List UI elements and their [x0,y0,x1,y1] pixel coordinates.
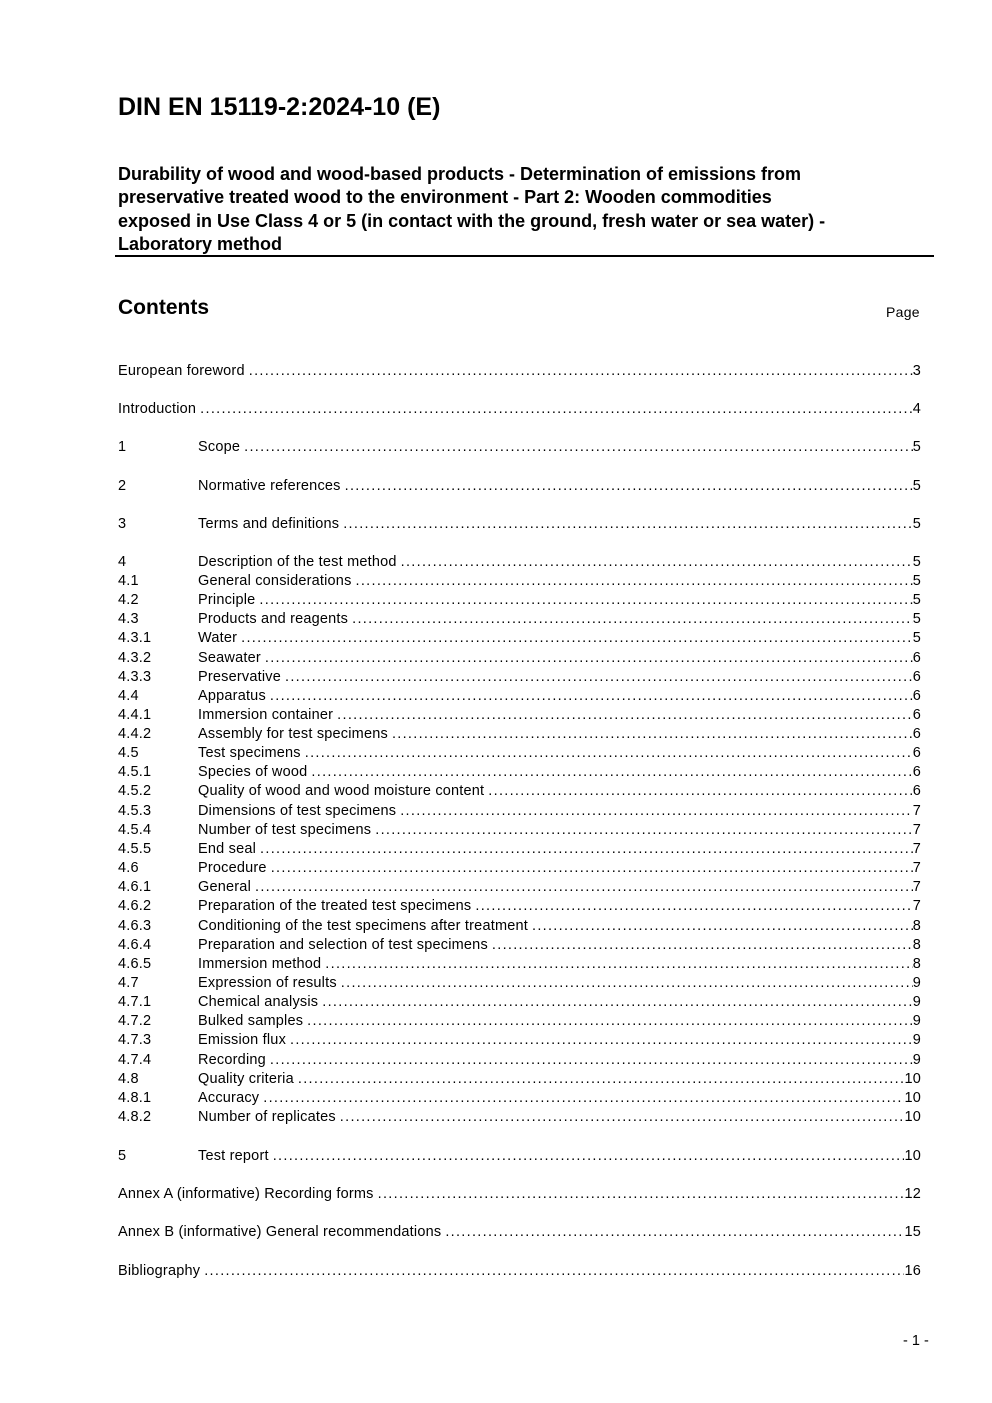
toc-entry[interactable] [118,1185,921,1204]
toc-entry-number: 4.8.2 [118,1109,152,1125]
toc-entry-number: 1 [118,439,127,455]
toc-entry-title: Description of the test method [198,554,397,570]
toc-entry-page: 5 [912,439,921,455]
toc-entry-number: 4.5.1 [118,764,152,780]
toc-entry-title: Preparation and selection of test specimens [198,937,488,953]
toc-leader-dots [311,763,912,782]
toc-entry-title: General considerations [198,573,352,589]
toc-entry[interactable] [118,763,921,782]
toc-entry[interactable] [118,878,921,897]
toc-leader-dots [200,400,913,419]
toc-leader-dots [341,974,913,993]
toc-entry-page: 10 [904,1071,921,1087]
toc-leader-dots [271,859,913,878]
document-title-line: Laboratory method [118,233,283,254]
toc-leader-dots [290,1031,913,1050]
toc-entry-page: 7 [912,822,921,838]
toc-entry-page: 16 [904,1263,921,1279]
toc-entry-page: 15 [904,1224,921,1240]
toc-entry-number: 4.6.4 [118,937,152,953]
toc-entry-title: Assembly for test specimens [198,726,388,742]
toc-entry[interactable] [118,802,921,821]
toc-entry[interactable] [118,515,921,534]
toc-entry-number: 2 [118,478,127,494]
toc-entry-number: 4.6.2 [118,898,152,914]
toc-entry-number: 4.3.3 [118,669,152,685]
toc-entry-title: Recording [198,1052,266,1068]
toc-entry-title: Annex B (informative) General recommendations [118,1224,442,1240]
toc-entry-number: 4.8 [118,1071,139,1087]
toc-entry-number: 4.2 [118,592,139,608]
toc-leader-dots [375,821,913,840]
toc-entry[interactable] [118,438,921,457]
toc-entry[interactable] [118,572,921,591]
toc-entry-number: 4.6.3 [118,918,152,934]
toc-entry-title: Test report [198,1148,269,1164]
toc-entry-page: 8 [912,956,921,972]
toc-entry-page: 9 [912,1032,921,1048]
toc-leader-dots [204,1262,904,1281]
toc-leader-dots [401,553,913,572]
toc-entry-page: 6 [912,726,921,742]
toc-leader-dots [475,897,912,916]
toc-entry-page: 5 [912,630,921,646]
toc-leader-dots [337,706,913,725]
toc-entry-page: 12 [904,1186,921,1202]
toc-leader-dots [260,840,913,859]
toc-leader-dots [322,993,912,1012]
toc-leader-dots [244,438,913,457]
toc-entry-number: 4.5.3 [118,803,152,819]
toc-entry-page: 6 [912,707,921,723]
toc-entry-number: 4.4.1 [118,707,152,723]
toc-leader-dots [400,802,913,821]
toc-entry-title: Principle [198,592,256,608]
toc-entry-title: Normative references [198,478,341,494]
toc-leader-dots [343,515,913,534]
toc-entry[interactable] [118,1223,921,1242]
toc-leader-dots [488,782,912,801]
toc-entry-page: 6 [912,745,921,761]
toc-entry-title: Water [198,630,238,646]
toc-entry[interactable] [118,1031,921,1050]
toc-entry-number: 4.8.1 [118,1090,152,1106]
toc-entry-title: Emission flux [198,1032,287,1048]
toc-entry[interactable] [118,668,921,687]
toc-leader-dots [255,878,913,897]
toc-entry-title: Bulked samples [198,1013,304,1029]
toc-entry[interactable] [118,400,921,419]
toc-leader-dots [356,572,913,591]
toc-entry-page: 5 [912,516,921,532]
toc-leader-dots [249,362,913,381]
toc-leader-dots [445,1223,904,1242]
toc-entry[interactable] [118,1108,921,1127]
toc-leader-dots [270,1051,913,1070]
toc-entry[interactable] [118,687,921,706]
toc-entry[interactable] [118,1262,921,1281]
toc-entry[interactable] [118,553,921,572]
toc-entry-title: Number of test specimens [198,822,372,838]
toc-leader-dots [352,610,913,629]
toc-entry-page: 7 [912,898,921,914]
toc-entry-page: 9 [912,1052,921,1068]
toc-leader-dots [305,744,913,763]
toc-entry-number: 4.7.3 [118,1032,152,1048]
toc-entry-title: Products and reagents [198,611,349,627]
document-id: DIN EN 15119-2:2024-10 (E) [118,93,441,121]
toc-entry[interactable] [118,993,921,1012]
toc-entry-title: Chemical analysis [198,994,319,1010]
toc-entry[interactable] [118,974,921,993]
toc-entry-title: Test specimens [198,745,301,761]
toc-entry-title: Scope [198,439,241,455]
toc-entry-number: 4.4 [118,688,139,704]
toc-entry-page: 9 [912,1013,921,1029]
toc-entry-title: Quality of wood and wood moisture content [198,783,485,799]
toc-entry[interactable] [118,782,921,801]
toc-entry-page: 7 [912,841,921,857]
toc-entry-number: 3 [118,516,127,532]
toc-entry[interactable] [118,840,921,859]
toc-entry-title: Conditioning of the test specimens after treatment [198,918,528,934]
toc-entry-title: Immersion container [198,707,334,723]
toc-entry[interactable] [118,1147,921,1166]
toc-entry-number: 4.5 [118,745,139,761]
toc-entry-title: Number of replicates [198,1109,336,1125]
toc-leader-dots [259,591,912,610]
page-number: - 1 - [903,1333,929,1349]
toc-leader-dots [340,1108,905,1127]
toc-entry-page: 9 [912,975,921,991]
toc-entry-number: 4.7.2 [118,1013,152,1029]
toc-entry[interactable] [118,821,921,840]
toc-entry[interactable] [118,706,921,725]
toc-entry-number: 4.1 [118,573,139,589]
toc-entry-page: 6 [912,783,921,799]
toc-entry-title: Procedure [198,860,267,876]
toc-entry[interactable] [118,649,921,668]
toc-entry-number: 4.3 [118,611,139,627]
toc-entry-page: 5 [912,592,921,608]
toc-leader-dots [325,955,912,974]
toc-leader-dots [265,649,913,668]
toc-entry[interactable] [118,744,921,763]
toc-leader-dots [273,1147,905,1166]
toc-entry-page: 8 [912,937,921,953]
toc-entry-title: Preservative [198,669,281,685]
toc-entry-number: 4.3.2 [118,650,152,666]
toc-entry[interactable] [118,591,921,610]
toc-entry-page: 6 [912,669,921,685]
toc-entry-number: 4.7 [118,975,139,991]
toc-entry-number: 5 [118,1148,127,1164]
toc-entry-title: Immersion method [198,956,322,972]
toc-entry[interactable] [118,1051,921,1070]
toc-entry-title: Dimensions of test specimens [198,803,397,819]
toc-entry-number: 4.5.2 [118,783,152,799]
contents-heading: Contents [118,296,209,319]
toc-leader-dots [345,477,913,496]
toc-entry[interactable] [118,725,921,744]
toc-entry[interactable] [118,897,921,916]
toc-entry-title: Preparation of the treated test specimens [198,898,472,914]
toc-entry-title: Annex A (informative) Recording forms [118,1186,374,1202]
toc-leader-dots [492,936,913,955]
toc-entry-number: 4.7.1 [118,994,152,1010]
toc-entry[interactable] [118,936,921,955]
toc-entry-number: 4.4.2 [118,726,152,742]
toc-entry-page: 3 [912,363,921,379]
toc-entry-page: 6 [912,764,921,780]
toc-entry-page: 7 [912,803,921,819]
toc-entry-page: 10 [904,1090,921,1106]
toc-leader-dots [263,1089,904,1108]
document-title-line: preservative treated wood to the environment - Part 2: Wooden commodities [118,187,772,208]
toc-entry-title: Expression of results [198,975,337,991]
toc-entry-number: 4.6.5 [118,956,152,972]
toc-entry-number: 4.6.1 [118,879,152,895]
toc-entry-page: 10 [904,1109,921,1125]
toc-entry-page: 10 [904,1148,921,1164]
toc-entry-page: 7 [912,860,921,876]
toc-entry-number: 4 [118,554,127,570]
toc-entry[interactable] [118,610,921,629]
toc-entry-title: European foreword [118,363,245,379]
toc-entry-page: 8 [912,918,921,934]
toc-entry[interactable] [118,362,921,381]
toc-entry-title: Species of wood [198,764,308,780]
toc-entry[interactable] [118,859,921,878]
toc-entry-number: 4.5.4 [118,822,152,838]
toc-leader-dots [307,1012,913,1031]
toc-entry-title: End seal [198,841,257,857]
toc-entry-title: Seawater [198,650,261,666]
toc-entry-page: 9 [912,994,921,1010]
toc-entry[interactable] [118,1012,921,1031]
toc-entry-title: General [198,879,251,895]
toc-entry-page: 5 [912,478,921,494]
toc-entry-number: 4.3.1 [118,630,152,646]
document-title-line: exposed in Use Class 4 or 5 (in contact with the ground, fresh water or sea water) - [118,210,826,231]
toc-entry-number: 4.5.5 [118,841,152,857]
toc-entry[interactable] [118,1070,921,1089]
toc-entry-page: 5 [912,573,921,589]
toc-entry[interactable] [118,629,921,648]
toc-entry-page: 5 [912,554,921,570]
toc-entry-page: 6 [912,650,921,666]
toc-entry-title: Introduction [118,401,197,417]
toc-entry[interactable] [118,1089,921,1108]
toc-entry-number: 4.6 [118,860,139,876]
document-title-line: Durability of wood and wood-based products - Determination of emissions from [118,164,802,184]
toc-entry[interactable] [118,955,921,974]
title-divider [115,255,934,257]
toc-entry-title: Quality criteria [198,1071,294,1087]
toc-leader-dots [378,1185,905,1204]
toc-leader-dots [532,917,913,936]
toc-entry-title: Terms and definitions [198,516,340,532]
toc-entry-page: 4 [912,401,921,417]
document-title [118,163,918,256]
toc-entry-page: 7 [912,879,921,895]
toc-leader-dots [285,668,913,687]
toc-entry-title: Accuracy [198,1090,260,1106]
toc-leader-dots [270,687,913,706]
toc-leader-dots [298,1070,905,1089]
toc-entry-title: Apparatus [198,688,266,704]
toc-entry[interactable] [118,477,921,496]
toc-entry-page: 5 [912,611,921,627]
toc-entry-title: Bibliography [118,1263,201,1279]
toc-entry-number: 4.7.4 [118,1052,152,1068]
toc-leader-dots [241,629,913,648]
toc-leader-dots [392,725,913,744]
page-column-label: Page [886,304,920,320]
toc-entry[interactable] [118,917,921,936]
toc-entry-page: 6 [912,688,921,704]
